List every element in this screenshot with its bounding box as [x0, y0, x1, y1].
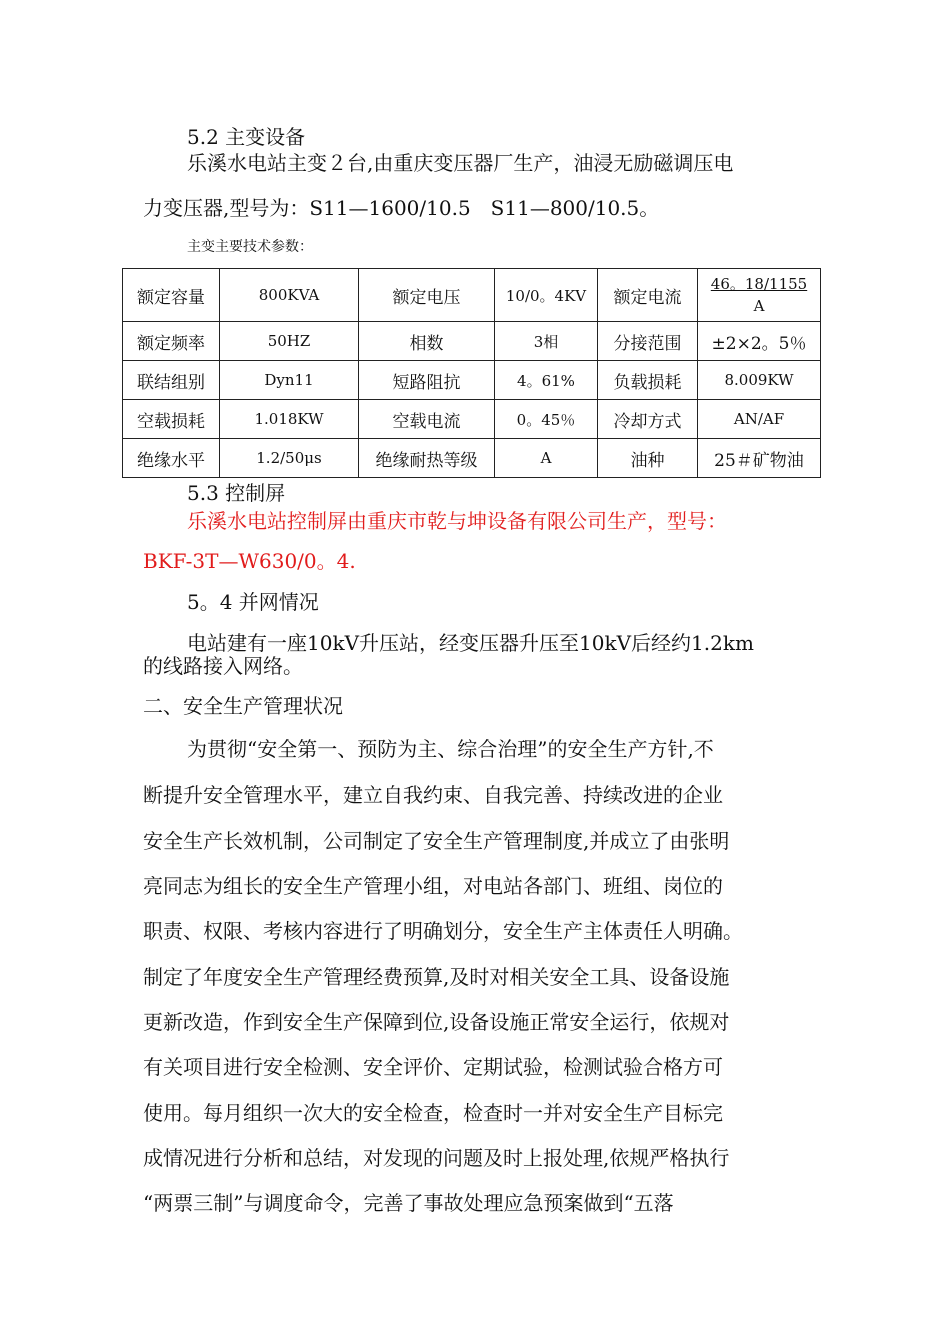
table-row — [123, 361, 821, 400]
body-paragraph-line: 成情况进行分析和总结，对发现的问题及时上报处理,依规严格执行 — [143, 1146, 730, 1170]
section-5-4-heading: 5。4 并网情况 — [187, 590, 319, 614]
param-value: AN/AF — [698, 400, 821, 439]
section-5-4-text-line-2: 的线路接入网络。 — [143, 654, 303, 678]
param-label: 绝缘耐热等级 — [359, 439, 495, 478]
table-row — [123, 269, 821, 322]
param-label: 空载电流 — [359, 400, 495, 439]
param-label: 短路阻抗 — [359, 361, 495, 400]
param-value: ±2×2。5％ — [698, 322, 821, 361]
param-label: 额定容量 — [123, 269, 220, 322]
param-value: Dyn11 — [220, 361, 359, 400]
table-caption: 主变主要技术参数： — [187, 239, 313, 255]
param-label: 联结组别 — [123, 361, 220, 400]
body-paragraph-line: 为贯彻“安全第一、预防为主、综合治理”的安全生产方针,不 — [187, 737, 714, 761]
param-label: 冷却方式 — [598, 400, 698, 439]
body-paragraph-line: 有关项目进行安全检测、安全评价、定期试验，检测试验合格方可 — [143, 1055, 723, 1079]
body-paragraph-line: 使用。每月组织一次大的安全检查，检查时一并对安全生产目标完 — [143, 1101, 723, 1125]
param-label: 负载损耗 — [598, 361, 698, 400]
param-label: 相数 — [359, 322, 495, 361]
section-5-4-text-line-1: 电站建有一座10kV升压站，经变压器升压至10kV后经约1.2km — [187, 631, 754, 655]
param-value: 0。45％ — [495, 400, 598, 439]
section-5-2-heading: 5.2 主变设备 — [187, 125, 306, 149]
body-paragraph-line: 职责、权限、考核内容进行了明确划分，安全生产主体责任人明确。 — [143, 919, 743, 943]
body-paragraph-line: 亮同志为组长的安全生产管理小组，对电站各部门、班组、岗位的 — [143, 874, 723, 898]
section-5-2-text-line-2: 力变压器,型号为：S11—1600/10.5 S11—800/10.5。 — [143, 196, 660, 220]
param-label: 额定电压 — [359, 269, 495, 322]
table-row — [123, 322, 821, 361]
section-5-3-text-line-1: 乐溪水电站控制屏由重庆市乾与坤设备有限公司生产，型号： — [187, 509, 727, 533]
param-value: 1.018KW — [220, 400, 359, 439]
section-5-3-heading: 5.3 控制屏 — [187, 481, 286, 505]
table-row — [123, 439, 821, 478]
body-paragraph-line: 断提升安全管理水平，建立自我约束、自我完善、持续改进的企业 — [143, 783, 723, 807]
param-label: 绝缘水平 — [123, 439, 220, 478]
param-label: 额定频率 — [123, 322, 220, 361]
param-value: 25＃矿物油 — [698, 439, 821, 478]
transformer-parameters-table — [122, 268, 821, 478]
param-label: 空载损耗 — [123, 400, 220, 439]
body-paragraph-line: 制定了年度安全生产管理经费预算,及时对相关安全工具、设备设施 — [143, 965, 730, 989]
param-value: 3相 — [495, 322, 598, 361]
param-label: 分接范围 — [598, 322, 698, 361]
param-value: 4。61% — [495, 361, 598, 400]
param-value-rated-current — [698, 269, 821, 322]
param-value: 50HZ — [220, 322, 359, 361]
section-5-2-text-line-1: 乐溪水电站主变２台,由重庆变压器厂生产，油浸无励磁调压电 — [187, 151, 734, 175]
body-paragraph-line: 更新改造，作到安全生产保障到位,设备设施正常安全运行，依规对 — [143, 1010, 730, 1034]
part-2-heading: 二、安全生产管理状况 — [143, 694, 343, 718]
param-label: 油种 — [598, 439, 698, 478]
param-value: A — [495, 439, 598, 478]
rated-current-value-top: 46。18/1155 — [710, 275, 808, 293]
table-row — [123, 400, 821, 439]
section-5-3-text-line-2: BKF-3T—W630/0。4. — [143, 549, 356, 573]
body-paragraph-line: 安全生产长效机制，公司制定了安全生产管理制度,并成立了由张明 — [143, 829, 730, 853]
param-value: 800KVA — [220, 269, 359, 322]
param-value: 1.2/50μs — [220, 439, 359, 478]
param-value: 8.009KW — [698, 361, 821, 400]
param-label: 额定电流 — [598, 269, 698, 322]
param-value: 10/0。4KV — [495, 269, 598, 322]
rated-current-value-unit: A — [753, 297, 765, 315]
body-paragraph-line: “两票三制”与调度命令，完善了事故处理应急预案做到“五落 — [143, 1191, 674, 1215]
